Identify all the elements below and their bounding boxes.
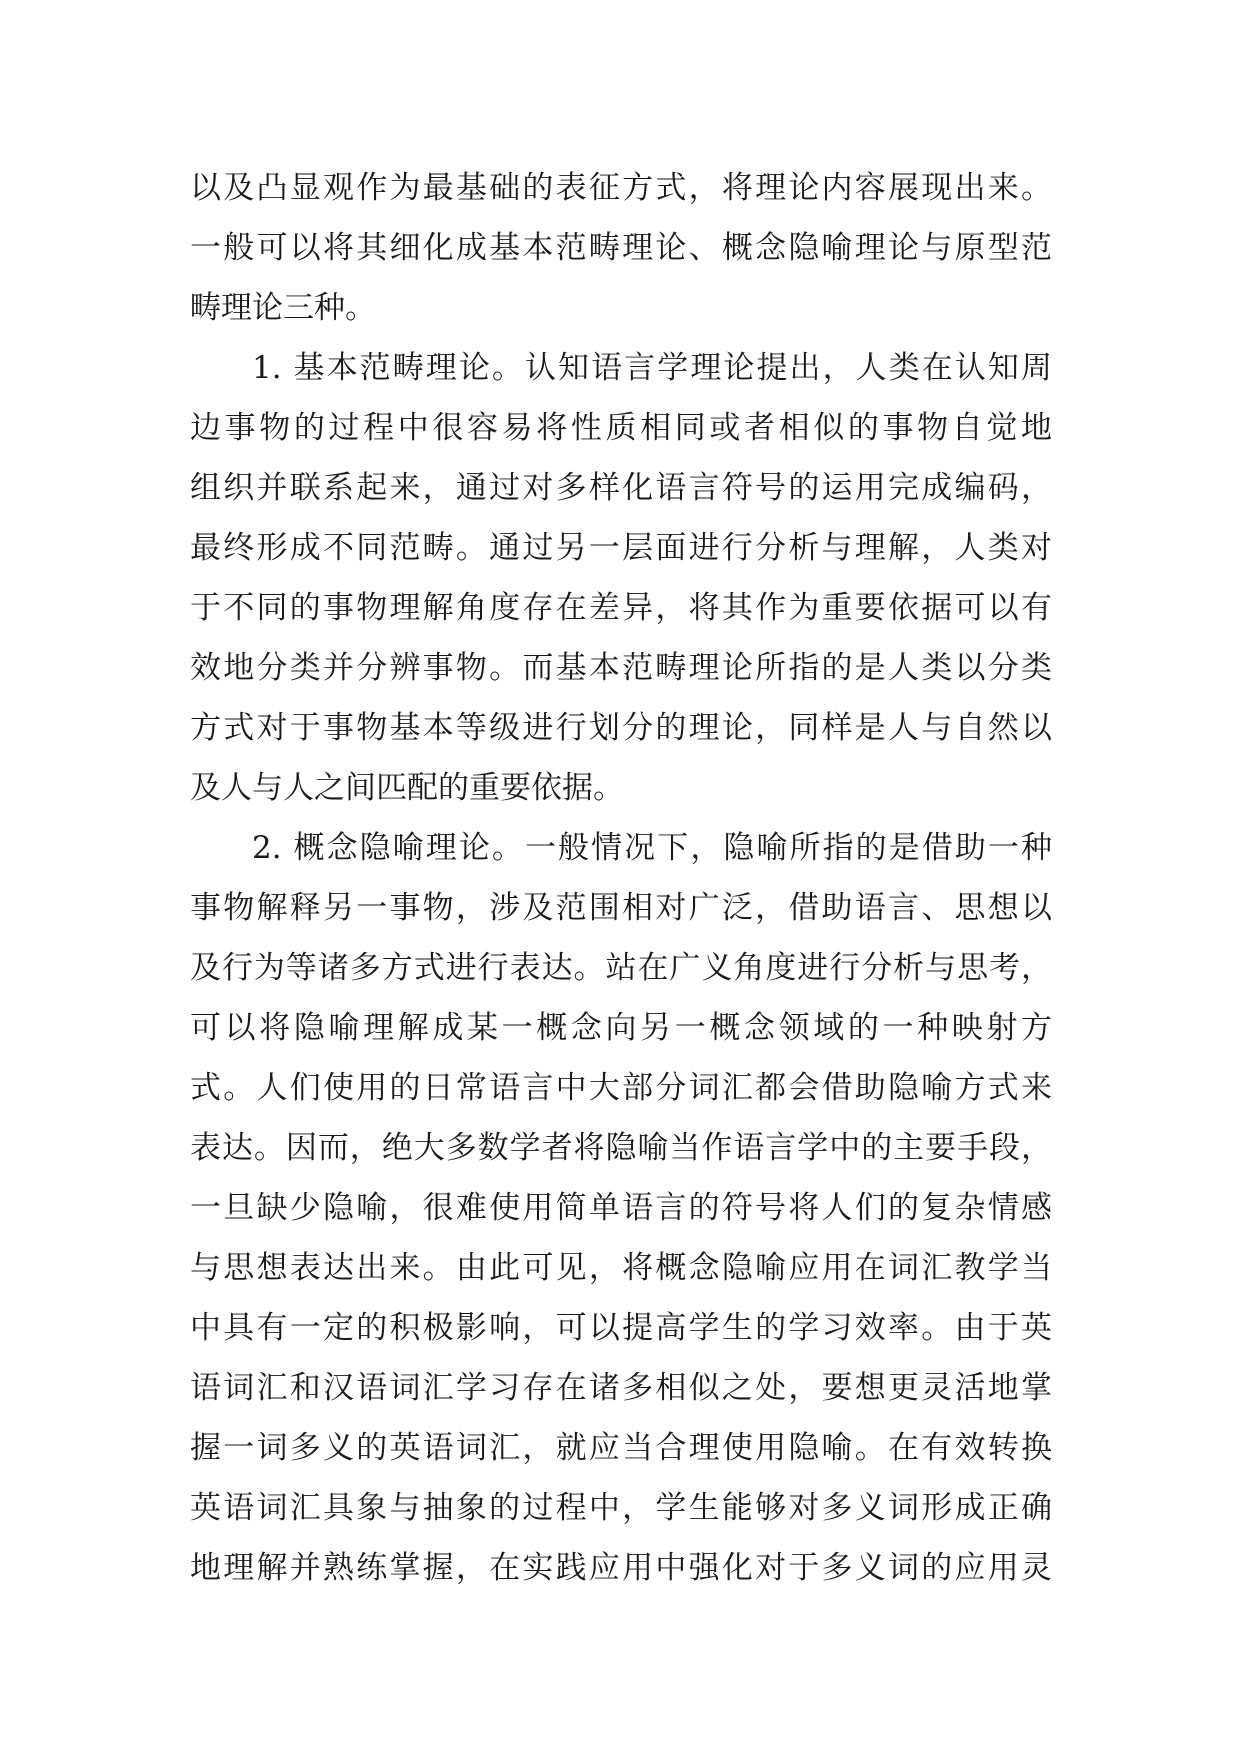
- text-line: 以及凸显观作为最基础的表征方式，将理论内容展现出来。: [190, 170, 1052, 206]
- text-line: 语词汇和汉语词汇学习存在诸多相似之处，要想更灵活地掌: [190, 1370, 1052, 1406]
- text-line: 畴理论三种。: [190, 290, 376, 326]
- text-line: 可以将隐喻理解成某一概念向另一概念领域的一种映射方: [190, 1010, 1052, 1046]
- text-line: 组织并联系起来，通过对多样化语言符号的运用完成编码，: [190, 470, 1052, 506]
- text-line: 一般可以将其细化成基本范畴理论、概念隐喻理论与原型范: [190, 230, 1052, 266]
- text-line: 中具有一定的积极影响，可以提高学生的学习效率。由于英: [190, 1310, 1052, 1346]
- body-text: [190, 158, 1052, 1598]
- text-line: 事物解释另一事物，涉及范围相对广泛，借助语言、思想以: [190, 890, 1052, 926]
- text-line: 及行为等诸多方式进行表达。站在广义角度进行分析与思考，: [190, 950, 1052, 986]
- text-line: 及人与人之间匹配的重要依据。: [190, 770, 624, 806]
- text-line: 一旦缺少隐喻，很难使用简单语言的符号将人们的复杂情感: [190, 1190, 1052, 1226]
- text-line: 英语词汇具象与抽象的过程中，学生能够对多义词形成正确: [190, 1490, 1052, 1526]
- text-line: 效地分类并分辨事物。而基本范畴理论所指的是人类以分类: [190, 650, 1052, 686]
- text-line: 于不同的事物理解角度存在差异，将其作为重要依据可以有: [190, 590, 1052, 626]
- text-line: 与思想表达出来。由此可见，将概念隐喻应用在词汇教学当: [190, 1250, 1052, 1286]
- paragraph-first-line: 1. 基本范畴理论。认知语言学理论提出，人类在认知周: [252, 350, 1052, 386]
- text-line: 表达。因而，绝大多数学者将隐喻当作语言学中的主要手段，: [190, 1130, 1052, 1166]
- text-line: 式。人们使用的日常语言中大部分词汇都会借助隐喻方式来: [190, 1070, 1052, 1106]
- text-line: 方式对于事物基本等级进行划分的理论，同样是人与自然以: [190, 710, 1052, 746]
- text-line: 边事物的过程中很容易将性质相同或者相似的事物自觉地: [190, 410, 1052, 446]
- text-line: 握一词多义的英语词汇，就应当合理使用隐喻。在有效转换: [190, 1430, 1052, 1466]
- text-line: 地理解并熟练掌握，在实践应用中强化对于多义词的应用灵: [190, 1550, 1052, 1586]
- text-line: 最终形成不同范畴。通过另一层面进行分析与理解，人类对: [190, 530, 1052, 566]
- paragraph-first-line: 2. 概念隐喻理论。一般情况下，隐喻所指的是借助一种: [252, 830, 1052, 866]
